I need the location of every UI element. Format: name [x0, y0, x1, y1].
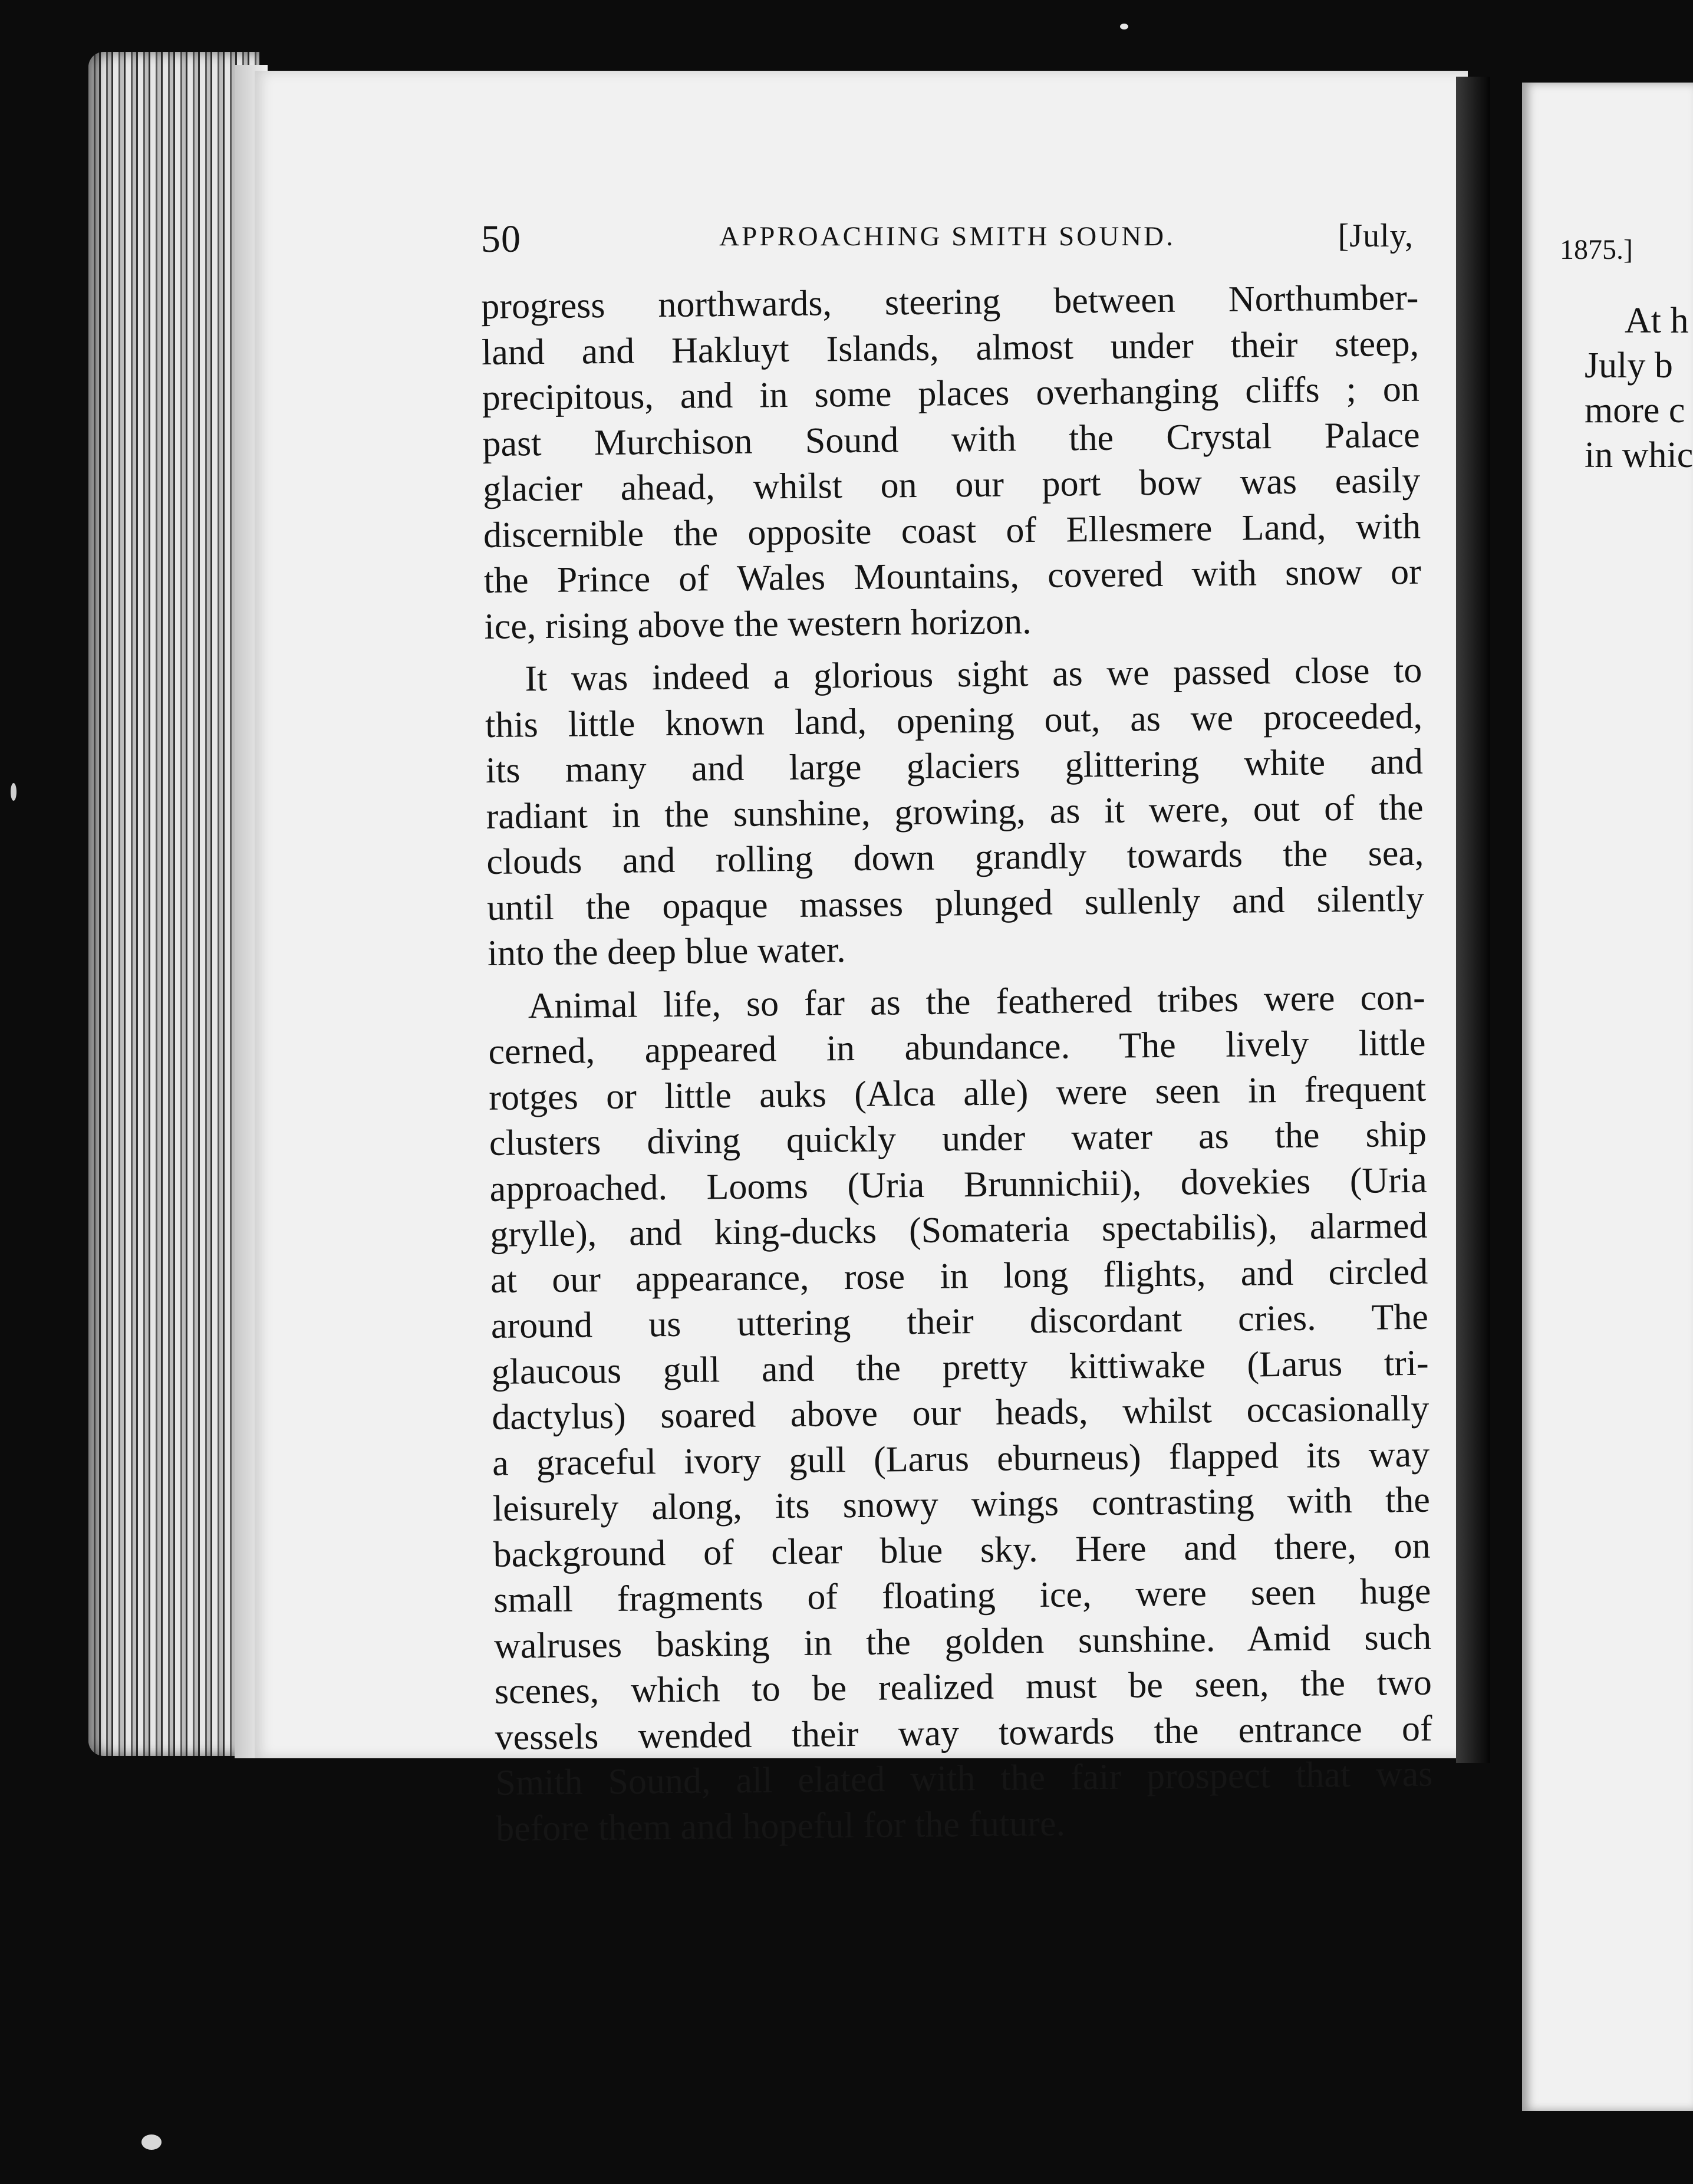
text-line: clusters diving quickly under water as the ship — [489, 1114, 1427, 1163]
book-page-edges — [88, 52, 259, 1756]
text-line: until the opaque masses plunged sullenly and silently — [486, 879, 1425, 928]
text-line: background of clear blue sky. Here and there, on — [493, 1525, 1431, 1575]
text-line: grylle), and king-ducks (Somateria spectabilis), alarmed — [490, 1205, 1428, 1255]
text-line: its many and large glaciers glittering white and — [485, 741, 1424, 791]
text-line: approached. Looms (Uria Brunnichii), dovekies (Uria — [489, 1160, 1427, 1209]
text-line: a graceful ivory gull (Larus eburneus) flapped its way — [492, 1434, 1430, 1484]
text-line: walruses basking in the golden sunshine. Amid such — [493, 1617, 1432, 1666]
text-line: vessels wended their way towards the entrance of — [495, 1708, 1432, 1758]
text-line: leisurely along, its snowy wings contrasting with the — [492, 1479, 1431, 1529]
text-line: land and Hakluyt Islands, almost under their steep, — [481, 323, 1419, 373]
facing-line: At h — [1625, 301, 1689, 341]
scan-speck — [141, 2134, 162, 2150]
text-line: dactylus) soared above our heads, whilst occasionally — [492, 1388, 1430, 1438]
text-line: Smith Sound, all elated with the fair prospect that was — [495, 1754, 1433, 1803]
text-line: progress northwards, steering between Northumber- — [481, 277, 1419, 327]
running-title: APPROACHING SMITH SOUND. — [719, 221, 1175, 252]
text-line: rotges or little auks (Alca alle) were seen in frequent — [488, 1068, 1427, 1118]
text-line: small fragments of floating ice, were seen huge — [493, 1571, 1431, 1620]
facing-line: in whic — [1585, 435, 1693, 475]
running-head — [481, 217, 1414, 267]
text-line: cerned, appeared in abundance. The lively little — [488, 1022, 1426, 1072]
running-date: [July, — [1338, 218, 1414, 254]
text-line: around us uttering their discordant cries. The — [490, 1297, 1429, 1346]
text-line: at our appearance, rose in long flights, and circled — [490, 1251, 1428, 1301]
text-line: scenes, which to be realized must be seen, the two — [494, 1662, 1432, 1712]
facing-page — [1522, 83, 1693, 2111]
text-line: Animal life, so far as the feathered tribes were con- — [528, 977, 1426, 1026]
facing-line: more c — [1585, 390, 1685, 430]
text-line: into the deep blue water. — [487, 930, 846, 973]
text-line: glaucous gull and the pretty kittiwake (Larus tri- — [491, 1343, 1429, 1392]
page-body-text — [481, 275, 1433, 1852]
text-line: the Prince of Wales Mountains, covered with snow or — [483, 551, 1422, 601]
text-line: precipitous, and in some places overhanging cliffs ; on — [482, 369, 1420, 418]
text-line: past Murchison Sound with the Crystal Palace — [482, 415, 1420, 464]
text-line: ice, rising above the western horizon. — [484, 601, 1032, 647]
text-line: It was indeed a glorious sight as we passed close to — [525, 650, 1422, 699]
text-line: glacier ahead, whilst on our port bow was easily — [483, 460, 1421, 509]
text-line: before them and hopeful for the future. — [495, 1803, 1066, 1849]
scan-speck — [11, 783, 17, 801]
text-line: clouds and rolling down grandly towards the sea, — [486, 833, 1424, 882]
facing-running-date: 1875.] — [1560, 234, 1633, 265]
page-number: 50 — [481, 218, 521, 261]
text-line: discernible the opposite coast of Ellesmere Land, with — [483, 506, 1421, 555]
page-fold-shadow — [1456, 77, 1490, 1763]
facing-page-text — [1560, 228, 1693, 478]
facing-line: July b — [1585, 346, 1673, 386]
scan-speck — [1120, 24, 1128, 29]
text-line: radiant in the sunshine, growing, as it were, out of the — [486, 787, 1424, 837]
text-line: this little known land, opening out, as we proceeded, — [485, 696, 1423, 745]
